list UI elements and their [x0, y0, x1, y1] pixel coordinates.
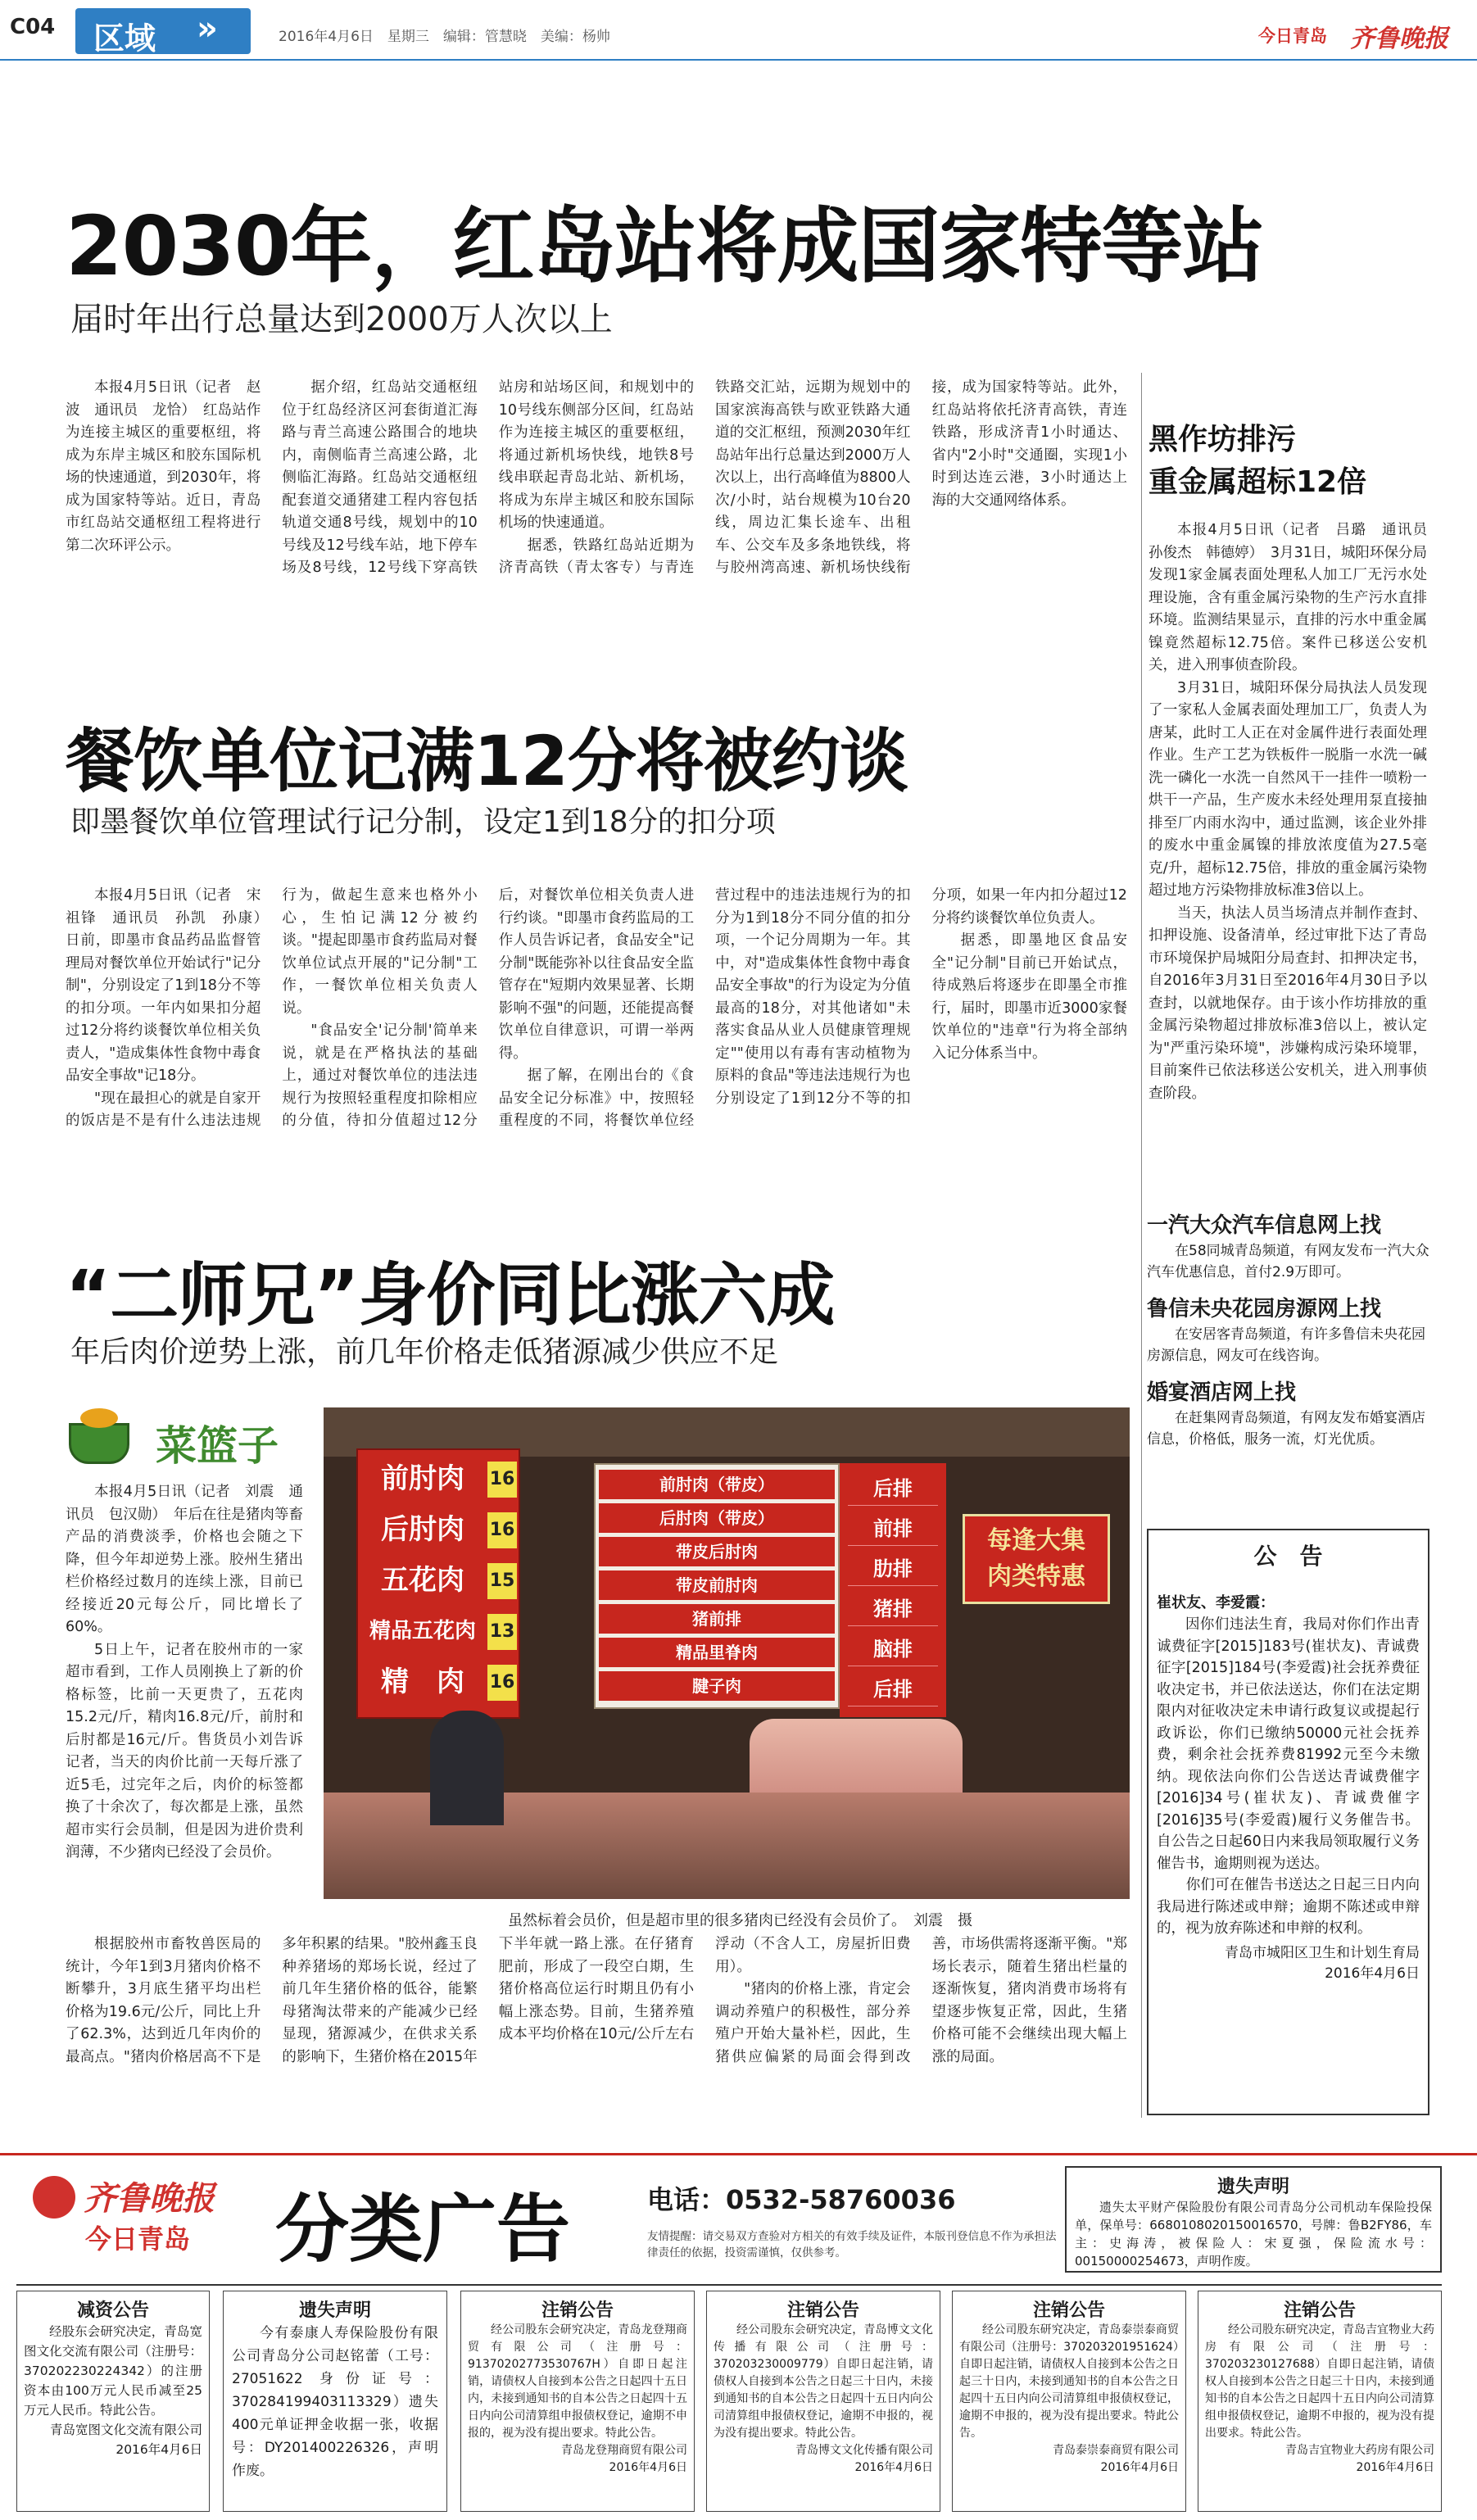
- chevron-right-icon: »: [197, 10, 218, 48]
- article2-headline: 餐饮单位记满12分将被约谈: [66, 721, 908, 801]
- article3-paragraph: "猪肉的价格上涨，肯定会调动养殖户的积极性，部分养殖户开始大量补栏，因此，生猪供应偏紧的局面会得到改善，市场供需将逐渐平衡。"郑场长表示，随着生猪出栏量的逐渐恢复，猪肉消费市场将有望逐步恢复正常，因此，生猪价格可能不会继续出现大幅上涨的局面。: [715, 1936, 1127, 2065]
- ad-box: [952, 2291, 1186, 2512]
- sidebar-paragraph: 本报4月5日讯（记者 吕璐 通讯员 孙俊杰 韩德婷） 3月31日，城阳环保分局发现1家金属表面处理私人加工厂无污水处理设施，含有重金属污染物的生产污水直排环境。监测结果显示，直排的污水中重金属镍竟然超标12.75倍。案件已移送公安机关，进入刑事侦查阶段。: [1149, 522, 1442, 673]
- photo-board-item: 猪前排: [599, 1604, 835, 1634]
- edition-name: 今日青岛: [1258, 26, 1327, 46]
- ad-signer: 青岛吉宜物业大药房有限公司 2016年4月6日: [1285, 2444, 1434, 2474]
- classified-logo: [16, 2166, 262, 2256]
- classified-logo-name: 齐鲁晚报: [84, 2179, 215, 2218]
- sidebar-paragraph: 当天，执法人员当场清点并制作查封、扣押设施、设备清单，经过审批下达了青岛市环境保护局城阳分局查封、扣押决定书，自2016年3月31日至2016年4月30日予以查封，以就地保存。由于该小作坊排放的重金属污染物超过排放标准3倍以上，被认定为"严重污染环境"，涉嫌构成污染环境罪，目前案件已依法移送公安机关，进入刑事侦查阶段。: [1149, 904, 1427, 1102]
- brief-list: [1147, 1211, 1429, 1450]
- section-title: 区域: [93, 20, 156, 57]
- classified-disclaimer: 友情提醒：请交易双方查验对方相关的有效手续及证件，本版刊登信息不作为承担法律责任的依据，投资需谨慎，仅供参考。: [647, 2230, 1057, 2259]
- paper-logo: 齐鲁晚报: [1350, 25, 1448, 53]
- ad-signer: 青岛博文文化传播有限公司 2016年4月6日: [795, 2444, 933, 2474]
- article2-paragraph: "食品安全'记分制'简单来说，就是在严格执法的基础上，通过对餐饮单位的违法违规行为按照轻重程度扣除相应的分值，待扣分值超过12分后，对餐饮单位相关负责人进行约谈。"即墨市食药监局的工作人员告诉记者，食品安全"记分制"既能弥补以往食品安全监管存在"短期内效果显著、长期影响不强"的问题，还能提高餐饮单位自律意识，可谓一举两得。: [282, 887, 695, 1129]
- photo-board-item: 精品里脊肉: [599, 1638, 835, 1667]
- page-meta: 2016年4月6日 星期三 编辑：管慧晓 美编：杨帅: [279, 29, 610, 45]
- ad-box: [706, 2291, 940, 2512]
- brief-item: [1147, 1211, 1429, 1283]
- article3-paragraph: 根据胶州市畜牧兽医局的统计，今年1到3月猪肉价格不断攀升，3月底生猪平均出栏价格为19.6元/公斤，同比上升了62.3%，达到近几年肉价的最高点。"猪肉价格居高不下是多年积累的结果。"胶州鑫玉良种养猪场的郑场长说，经过了前几年生猪价格的低谷，能繁母猪淘汰带来的产能减少已经显现，猪源减少，在供求关系的影响下，生猪价格在2015年下半年就一路上涨。在仔猪育肥前，形成了一段空白期，生猪价格高位运行时期且仍有小幅上涨态势。目前，生猪养殖成本平均价格在10元/公斤左右浮动（不含人工，房屋折旧费用）。: [66, 1936, 911, 2065]
- ad-signer: 青岛宽图文化交流有限公司 2016年4月6日: [49, 2423, 202, 2457]
- column-label-basket: [66, 1405, 311, 1471]
- public-notice: [1147, 1529, 1429, 2115]
- photo-board-item: 后排: [848, 1672, 938, 1706]
- brief-text: 在安居客青岛频道，有许多鲁信未央花园房源信息，网友可在线咨询。: [1147, 1326, 1425, 1364]
- photo-price-value: 16: [487, 1512, 517, 1548]
- basket-icon: [69, 1423, 129, 1464]
- ad-signer: 青岛泰崇泰商贸有限公司 2016年4月6日: [1053, 2444, 1179, 2474]
- article1-subhead: 届时年出行总量达到2000万人次以上: [70, 301, 613, 338]
- photo-board-item: 脑排: [848, 1632, 938, 1666]
- ad-title: 减资公告: [76, 2300, 149, 2321]
- ad-box: [16, 2291, 210, 2512]
- shop-worker: [430, 1711, 504, 1825]
- ad-title: 注销公告: [541, 2300, 614, 2321]
- photo-price-sign: 五花肉: [381, 1564, 464, 1597]
- ad-body: 经股东会研究决定，青岛宽图文化交流有限公司（注册号：370202230224342）的注册资本由100万元人民币减至25万元人民币。特此公告。: [24, 2324, 202, 2418]
- ad-body: 经公司股东会研究决定，青岛博文文化传播有限公司（注册号：370203230009779）自即日起注销，请债权人自接到本公告之日起三十日内，未接到通知书的自本公告之日起四十五日内向公司清算组申报债权登记，逾期不申报的，视为没有提出要求。特此公告。: [714, 2323, 933, 2440]
- photo-price-sign: 精 肉: [381, 1666, 464, 1698]
- ad-body: 遗失太平财产保险股份有限公司青岛分公司机动车保险投保单，保单号：6680108020150016570，号牌：鲁B2FY86，车主：史海涛，被保险人：宋夏强，保险流水号：00150000254673，声明作废。: [1075, 2200, 1432, 2268]
- ad-title: 遗失声明: [1216, 2177, 1289, 2197]
- header-rule: [0, 59, 1477, 61]
- article3-paragraph: 5日上午，记者在胶州市的一家超市看到，工作人员刚换上了新的价格标签，比前一天更贵了，五花肉15.2元/斤，精肉16.8元/斤，前肘和后肘都是16元/斤。售货员小刘告诉记者，当天的肉价比前一天每斤涨了近5毛，过完年之后，肉价的标签都换了十余次了，每次都是上涨，虽然超市实行会员制，但是因为进价贵利润薄，不少猪肉已经没了会员价。: [66, 1641, 303, 1861]
- brief-item: [1147, 1378, 1429, 1450]
- photo-price-value: 16: [487, 1462, 517, 1498]
- photo-price-sign: 精品五花肉: [369, 1619, 476, 1643]
- photo-board-item: 前肘肉（带皮）: [599, 1470, 835, 1499]
- ad-box: [460, 2291, 695, 2512]
- ad-box: [223, 2291, 447, 2512]
- classified-phone: 电话：0532-58760036: [647, 2184, 956, 2215]
- photo-board-item: 后排: [848, 1471, 938, 1506]
- classified-title: 分类广告: [275, 2186, 570, 2273]
- ad-body: 经公司股东研究决定，青岛泰崇泰商贸有限公司（注册号：370203201951624）自即日起注销，请债权人自接到本公告之日起三十日内，未接到通知书的自本公告之日起四十五日内向公司清算组申报债权登记，逾期不申报的，视为没有提出要求。特此公告。: [959, 2323, 1179, 2440]
- photo-price-value: 16: [487, 1665, 517, 1701]
- ad-title: 注销公告: [786, 2300, 859, 2321]
- photo-board-item: 腱子肉: [599, 1671, 835, 1701]
- article2-paragraph: 据悉，即墨地区食品安全"记分制"目前已开始试点，待成熟后将逐步在即墨全市推行，届时，即墨市近3000家餐饮单位的"违章"行为将全部纳入记分体系当中。: [931, 932, 1127, 1062]
- photo-price-sign: 前肘肉: [381, 1462, 464, 1495]
- article1-paragraph: 据介绍，红岛站交通枢纽位于红岛经济区河套街道汇海路与青兰高速公路围合的地块内，南侧临青兰高速公路，北侧临汇海路。红岛站交通枢纽配套道交通猪建工程内容包括轨道交通8号线，规划中的10号线及12号线车站，地下停车场及8号线，12号线下穿高铁站房和站场区间，和规划中的10号线东侧部分区间，红岛站作为连接主城区的重要枢纽，将通过新机场快线，地铁8号线串联起青岛北站、新机场，将成为东岸主城区和胶东国际机场的快速通道。: [282, 379, 695, 576]
- page-number: C04: [10, 15, 56, 39]
- ad-title: 注销公告: [1032, 2300, 1105, 2321]
- photo-price-sign: 后肘肉: [381, 1513, 464, 1546]
- article3-headline: “二师兄”身价同比涨六成: [66, 1255, 835, 1335]
- page-header: [0, 0, 1477, 66]
- photo-board-item: 肋排: [848, 1552, 938, 1586]
- sidebar-body: [1149, 519, 1442, 1208]
- ad-signer: 青岛龙登翔商贸有限公司 2016年4月6日: [561, 2444, 687, 2474]
- ad-body: 今有泰康人寿保险股份有限公司青岛分公司赵铭蕾（工号：27051622 身份证号：370284199403113329）遗失400元单证押金收据一张，收据号：DY201400226326，声明作废。: [232, 2325, 438, 2479]
- ad-title: 注销公告: [1283, 2300, 1356, 2321]
- photo-board-item: 带皮前肘肉: [599, 1570, 835, 1600]
- notice-body: 因你们违法生育，我局对你们作出青诚费征字[2015]183号(崔状友)、青诚费征字[2015]184号(李爱霞)社会抚养费征收决定书，并已依法送达，你们在法定期限内对征收决定未申请行政复议或提起行政诉讼，你们已缴纳50000元社会抚养费，剩余社会抚养费81992元至今未缴纳。现依法向你们公告送达青诚费催字[2016]34号(崔状友)、青诚费催字[2016]35号(李爱霞)履行义务催告书。自公告之日起60日内来我局领取履行义务催告书，逾期则视为送达。 你们可在催告书送达之日起三日内向我局进行陈述或申辩；逾期不陈述或申辩的，视为放弃陈述和申辩的权利。: [1157, 1616, 1420, 1937]
- article1-headline: 2030年，红岛站将成国家特等站: [66, 198, 1264, 294]
- brief-text: 在赶集网青岛频道，有网友发布婚宴酒店信息，价格低，服务一流，灯光优质。: [1147, 1410, 1425, 1448]
- article2-paragraph: 本报4月5日讯（记者 宋祖锋 通讯员 孙凯 孙康） 日前，即墨市食品药品监督管理局对餐饮单位开始试行"记分制"，分别设定了1到18分不等的扣分项。一年内如果扣分超过12分将约谈餐饮单位相关负责人，"造成集体性食物中毒食品安全事故"记18分。: [66, 887, 275, 1084]
- photo-price-value: 15: [487, 1563, 517, 1599]
- ad-row: [16, 2291, 1442, 2517]
- ad-box: [1198, 2291, 1442, 2512]
- classified-logo-sub: 今日青岛: [85, 2223, 191, 2255]
- sun-logo-icon: [33, 2176, 75, 2219]
- photo-price-value: 13: [487, 1614, 517, 1650]
- vegetable-icon: [80, 1408, 118, 1428]
- photo-caption: 虽然标着会员价，但是超市里的很多猪肉已经没有会员价了。 刘震 摄: [508, 1912, 972, 1929]
- article1-paragraph: 本报4月5日讯（记者 赵波 通讯员 龙恰） 红岛站作为连接主城区的重要枢纽，将成为东岸主城区和胶东国际机场的快速通道，到2030年，将成为国家特等站。近日，青岛市红岛站交通枢纽工程将进行第二次环评公示。: [66, 379, 261, 554]
- classified-top-rule: [0, 2153, 1477, 2155]
- notice-title: 公 告: [1253, 1543, 1323, 1570]
- sidebar-headline-a: 黑作坊排污: [1149, 423, 1297, 456]
- section-tab: [75, 8, 251, 57]
- notice-signer: 青岛市城阳区卫生和计划生育局 2016年4月6日: [1225, 1944, 1420, 1982]
- photo-board-item: 后肘肉（带皮）: [599, 1503, 835, 1533]
- brief-title: 鲁信未央花园房源网上找: [1147, 1297, 1382, 1321]
- article3-paragraph: 本报4月5日讯（记者 刘震 通讯员 包汉勋） 年后在往是猪肉等畜产品的消费淡季，价格也会随之下降，但今年却逆势上涨。胶州生猪出栏价格经过数月的连续上涨，目前已经接近20元每公斤，同比增长了60%。: [66, 1484, 303, 1635]
- classified-mid-rule: [16, 2284, 1442, 2286]
- ad-body: 经公司股东研究决定，青岛吉宜物业大药房有限公司（注册号：370203230127688）自即日起注销，请债权人自接到本公告之日起三十日内，未接到通知书的自本公告之日起四十五日内向公司清算组申报债权登记，逾期不申报的，视为没有提出要求。特此公告。: [1205, 2323, 1434, 2440]
- promo-banner: 每逢大集 肉类特惠: [963, 1514, 1110, 1604]
- article1-paragraph: 据悉，铁路红岛站近期为济青高铁（青太客专）与青连铁路交汇站，远期为规划中的国家滨海高铁与欧亚铁路大通道的交汇枢纽，预测2030年红岛站年出行总量达到2000万人次以上，出行高峰值为8800人次/小时，站台规模为10台20线，周边汇集长途车、出租车、公交车及多条地铁线，将与胶州湾高速、新机场快线衔接，成为国家特等站。此外，红岛站将依托济青高铁，青连铁路，形成济青1小时通达、省内"2小时"交通圈，实现1小时到达连云港，3小时通达上海的大交通网络体系。: [498, 379, 1127, 576]
- brief-text: 在58同城青岛频道，有网友发布一汽大众汽车优惠信息，首付2.9万即可。: [1147, 1243, 1429, 1280]
- sidebar-paragraph: 3月31日，城阳环保分局执法人员发现了一家私人金属表面处理加工厂，负责人为唐某，此时工人正在对金属件进行表面处理作业。生产工艺为铁板件一脱脂一水洗一碱洗一磷化一水洗一自然风干一挂件一喷粉一烘干一产品，生产废水未经处理用泵直接抽排至厂内雨水沟中，通过监测，该企业外排的废水中重金属镍的排放浓度值为27.5毫克/升，超标12.75倍，排放的重金属污染物超过地方污染物排放标准3倍以上。: [1149, 679, 1427, 899]
- article2-paragraph: "现在最担心的就是自家开的饭店是不是有什么违法违规行为，做起生意来也格外小心，生怕记满12分被约谈。"提起即墨市食药监局对餐饮单位试点开展的"记分制"工作，一餐饮单位相关负责人说。: [66, 887, 478, 1129]
- notice-addressee: 崔状友、李爱霞：: [1157, 1594, 1275, 1611]
- ad-body: 经公司股东会研究决定，青岛龙登翔商贸有限公司（注册号：91370202773530767H）自即日起注销，请债权人自接到本公告之日起四十五日内，未接到通知书的自本公告之日起四十五日内向公司清算组申报债权登记，逾期不申报的，视为没有提出要求。特此公告。: [468, 2323, 687, 2440]
- photo-board-item: 前排: [848, 1512, 938, 1546]
- brief-title: 一汽大众汽车信息网上找: [1147, 1213, 1382, 1238]
- brief-title: 婚宴酒店网上找: [1147, 1380, 1297, 1405]
- article2-body: [66, 885, 1127, 1245]
- brief-item: [1147, 1294, 1429, 1367]
- column-label-text: 菜篮子: [156, 1422, 279, 1470]
- sidebar-headline-b: 重金属超标12倍: [1149, 465, 1367, 499]
- article3-subhead: 年后肉价逆势上涨，前几年价格走低猪源减少供应不足: [70, 1335, 779, 1369]
- ad-title: 遗失声明: [298, 2300, 371, 2321]
- article2-paragraph: 据了解，在刚出台的《食品安全记分标准》中，按照轻重程度的不同，将餐饮单位经营过程中的违法违规行为的扣分为1到18分不同分值的扣分项，一个记分周期为一年。其中，对"造成集体性食物中毒食品安全事故"的行为设定为分值最高的18分，对其他诸如"未落实食品从业人员健康管理规定""使用以有毒有害动植物为原料的食品"等违法违规行为也分别设定了1到12分不等的扣分项，如果一年内扣分超过12分将约谈餐饮单位负责人。: [498, 887, 1127, 1129]
- article3-body-bottom: [66, 1933, 1127, 2171]
- photo-board-item: 猪排: [848, 1592, 938, 1626]
- photo-board-item: 带皮后肘肉: [599, 1537, 835, 1566]
- article3-photo: [324, 1407, 1130, 1899]
- sidebar-divider: [1141, 373, 1142, 2118]
- ad-lost-top: [1065, 2166, 1442, 2273]
- article2-subhead: 即墨餐饮单位管理试行记分制，设定1到18分的扣分项: [70, 805, 776, 839]
